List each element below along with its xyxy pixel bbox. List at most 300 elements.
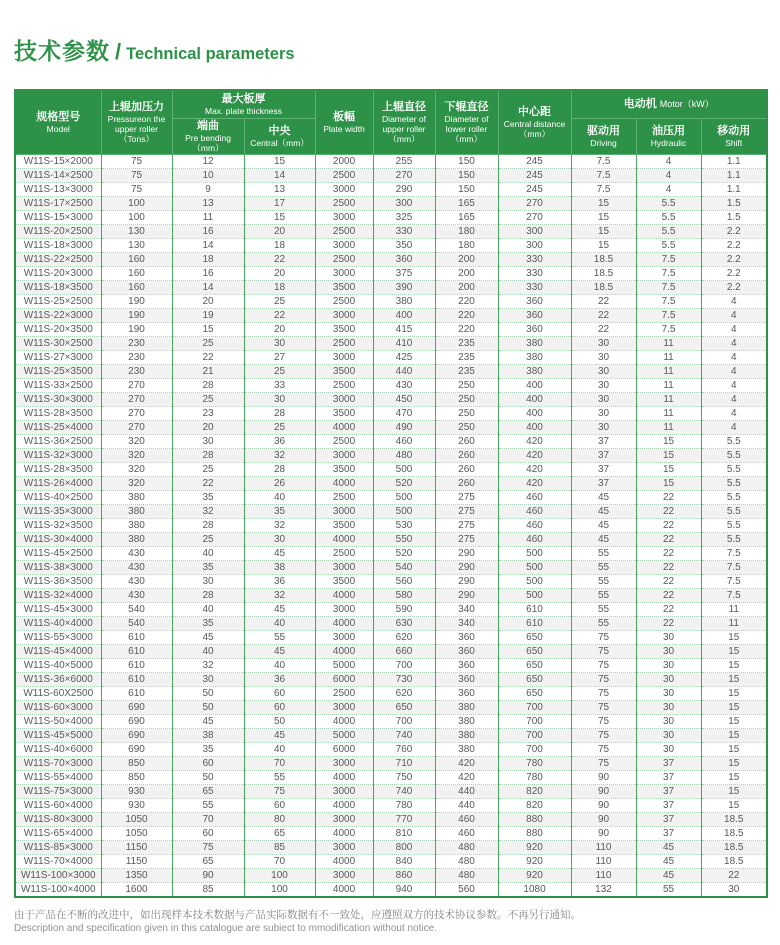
cell-central-distance: 400 (498, 378, 571, 392)
cell-upper-roller-diameter: 500 (373, 462, 435, 476)
cell-upper-roller-diameter: 740 (373, 784, 435, 798)
cell-pressure-tons: 850 (101, 770, 172, 784)
cell-central-mm: 18 (244, 238, 315, 252)
cell-pre-bending-mm: 60 (172, 826, 244, 840)
cell-lower-roller-diameter: 165 (435, 210, 498, 224)
cell-upper-roller-diameter: 750 (373, 770, 435, 784)
cell-upper-roller-diameter: 860 (373, 868, 435, 882)
cell-central-mm: 14 (244, 168, 315, 182)
cell-plate-width: 3000 (315, 700, 373, 714)
cell-pressure-tons: 690 (101, 728, 172, 742)
cell-motor-hydraulic: 22 (636, 518, 701, 532)
cell-pre-bending-mm: 70 (172, 812, 244, 826)
cell-central-distance: 270 (498, 196, 571, 210)
cell-pressure-tons: 100 (101, 196, 172, 210)
cell-plate-width: 3000 (315, 840, 373, 854)
cell-motor-shift: 7.5 (701, 574, 767, 588)
cell-plate-width: 3000 (315, 210, 373, 224)
cell-plate-width: 3000 (315, 350, 373, 364)
cell-central-distance: 820 (498, 798, 571, 812)
cell-model: W11S-25×4000 (15, 420, 101, 434)
cell-upper-roller-diameter: 325 (373, 210, 435, 224)
cell-motor-driving: 30 (571, 378, 636, 392)
cell-model: W11S-55×3000 (15, 630, 101, 644)
cell-motor-shift: 4 (701, 364, 767, 378)
technical-parameters-table (14, 89, 768, 898)
table-row (15, 392, 767, 406)
table-row (15, 364, 767, 378)
cell-pre-bending-mm: 25 (172, 532, 244, 546)
cell-motor-shift: 7.5 (701, 560, 767, 574)
cell-upper-roller-diameter: 255 (373, 154, 435, 168)
cell-pressure-tons: 320 (101, 476, 172, 490)
cell-motor-shift: 5.5 (701, 490, 767, 504)
cell-model: W11S-20×3500 (15, 322, 101, 336)
cell-model: W11S-15×3000 (15, 210, 101, 224)
cell-motor-driving: 18.5 (571, 280, 636, 294)
cell-motor-driving: 45 (571, 518, 636, 532)
cell-model: W11S-36×2500 (15, 434, 101, 448)
cell-motor-driving: 75 (571, 672, 636, 686)
table-row (15, 322, 767, 336)
cell-upper-roller-diameter: 375 (373, 266, 435, 280)
table-body (15, 154, 767, 897)
cell-central-mm: 30 (244, 336, 315, 350)
cell-motor-hydraulic: 22 (636, 560, 701, 574)
cell-lower-roller-diameter: 275 (435, 518, 498, 532)
cell-model: W11S-32×4000 (15, 588, 101, 602)
cell-central-mm: 25 (244, 294, 315, 308)
cell-model: W11S-40×2500 (15, 490, 101, 504)
cell-pre-bending-mm: 90 (172, 868, 244, 882)
cell-pre-bending-mm: 19 (172, 308, 244, 322)
cell-pre-bending-mm: 25 (172, 392, 244, 406)
cell-motor-driving: 15 (571, 224, 636, 238)
cell-motor-driving: 45 (571, 532, 636, 546)
cell-pre-bending-mm: 35 (172, 560, 244, 574)
cell-pre-bending-mm: 21 (172, 364, 244, 378)
cell-plate-width: 3500 (315, 364, 373, 378)
cell-motor-hydraulic: 30 (636, 658, 701, 672)
cell-upper-roller-diameter: 330 (373, 224, 435, 238)
cell-central-distance: 300 (498, 238, 571, 252)
cell-motor-shift: 4 (701, 350, 767, 364)
cell-motor-hydraulic: 30 (636, 672, 701, 686)
cell-model: W11S-45×2500 (15, 546, 101, 560)
cell-motor-hydraulic: 45 (636, 840, 701, 854)
cell-pressure-tons: 380 (101, 532, 172, 546)
cell-lower-roller-diameter: 360 (435, 672, 498, 686)
table-row (15, 182, 767, 196)
cell-central-mm: 18 (244, 280, 315, 294)
cell-lower-roller-diameter: 360 (435, 658, 498, 672)
cell-central-mm: 45 (244, 546, 315, 560)
cell-model: W11S-28×3500 (15, 406, 101, 420)
col-header-lower-roller-diameter: 下辊直径 Diameter of lower roller（mm） (435, 90, 498, 154)
cell-pressure-tons: 270 (101, 392, 172, 406)
table-row (15, 560, 767, 574)
cell-motor-shift: 4 (701, 406, 767, 420)
col-header-pressure: 上辊加压力 Pressureon the upper roller（Tons） (101, 90, 172, 154)
cell-plate-width: 3000 (315, 448, 373, 462)
cell-motor-hydraulic: 7.5 (636, 252, 701, 266)
cell-pre-bending-mm: 12 (172, 154, 244, 168)
page-title-en: Technical parameters (126, 45, 295, 63)
table-row (15, 168, 767, 182)
cell-pre-bending-mm: 15 (172, 322, 244, 336)
cell-motor-shift: 15 (701, 686, 767, 700)
cell-pre-bending-mm: 65 (172, 854, 244, 868)
cell-motor-hydraulic: 37 (636, 812, 701, 826)
col-header-central: 中央 Central（mm） (244, 118, 315, 154)
cell-model: W11S-22×3000 (15, 308, 101, 322)
cell-plate-width: 4000 (315, 616, 373, 630)
cell-central-distance: 500 (498, 546, 571, 560)
cell-pressure-tons: 1150 (101, 854, 172, 868)
cell-upper-roller-diameter: 620 (373, 686, 435, 700)
cell-upper-roller-diameter: 760 (373, 742, 435, 756)
cell-model: W11S-13×3000 (15, 182, 101, 196)
cell-motor-driving: 7.5 (571, 168, 636, 182)
cell-central-distance: 920 (498, 868, 571, 882)
cell-pressure-tons: 930 (101, 784, 172, 798)
cell-lower-roller-diameter: 150 (435, 154, 498, 168)
cell-plate-width: 3000 (315, 630, 373, 644)
cell-lower-roller-diameter: 380 (435, 700, 498, 714)
cell-pressure-tons: 380 (101, 504, 172, 518)
cell-pre-bending-mm: 30 (172, 672, 244, 686)
cell-model: W11S-18×3000 (15, 238, 101, 252)
table-row (15, 574, 767, 588)
cell-motor-hydraulic: 15 (636, 448, 701, 462)
cell-central-mm: 60 (244, 700, 315, 714)
cell-upper-roller-diameter: 550 (373, 532, 435, 546)
cell-motor-shift: 7.5 (701, 588, 767, 602)
cell-motor-driving: 55 (571, 588, 636, 602)
cell-model: W11S-60X2500 (15, 686, 101, 700)
cell-central-mm: 30 (244, 532, 315, 546)
cell-model: W11S-15×2000 (15, 154, 101, 168)
cell-motor-hydraulic: 4 (636, 182, 701, 196)
cell-motor-driving: 110 (571, 854, 636, 868)
cell-lower-roller-diameter: 460 (435, 812, 498, 826)
cell-upper-roller-diameter: 470 (373, 406, 435, 420)
cell-pre-bending-mm: 40 (172, 644, 244, 658)
cell-motor-driving: 22 (571, 294, 636, 308)
cell-motor-hydraulic: 11 (636, 378, 701, 392)
cell-motor-driving: 75 (571, 700, 636, 714)
cell-lower-roller-diameter: 360 (435, 630, 498, 644)
cell-pre-bending-mm: 60 (172, 756, 244, 770)
cell-motor-shift: 1.1 (701, 154, 767, 168)
cell-central-mm: 36 (244, 434, 315, 448)
cell-upper-roller-diameter: 400 (373, 308, 435, 322)
table-row (15, 420, 767, 434)
cell-plate-width: 3000 (315, 812, 373, 826)
cell-motor-hydraulic: 30 (636, 742, 701, 756)
cell-central-mm: 36 (244, 574, 315, 588)
cell-model: W11S-60×3000 (15, 700, 101, 714)
cell-upper-roller-diameter: 520 (373, 476, 435, 490)
cell-plate-width: 6000 (315, 742, 373, 756)
cell-pressure-tons: 610 (101, 658, 172, 672)
cell-motor-hydraulic: 37 (636, 770, 701, 784)
cell-pre-bending-mm: 18 (172, 252, 244, 266)
cell-pressure-tons: 380 (101, 518, 172, 532)
table-row (15, 826, 767, 840)
cell-plate-width: 3000 (315, 784, 373, 798)
cell-central-mm: 15 (244, 210, 315, 224)
cell-upper-roller-diameter: 425 (373, 350, 435, 364)
cell-model: W11S-60×4000 (15, 798, 101, 812)
cell-plate-width: 2500 (315, 686, 373, 700)
cell-pre-bending-mm: 85 (172, 882, 244, 897)
cell-motor-shift: 11 (701, 616, 767, 630)
cell-central-distance: 1080 (498, 882, 571, 897)
table-row (15, 840, 767, 854)
cell-motor-driving: 90 (571, 798, 636, 812)
cell-motor-shift: 5.5 (701, 434, 767, 448)
cell-motor-hydraulic: 4 (636, 168, 701, 182)
cell-motor-driving: 45 (571, 504, 636, 518)
cell-model: W11S-45×4000 (15, 644, 101, 658)
cell-lower-roller-diameter: 340 (435, 602, 498, 616)
cell-motor-shift: 15 (701, 630, 767, 644)
cell-pressure-tons: 690 (101, 700, 172, 714)
table-row (15, 854, 767, 868)
cell-central-distance: 400 (498, 420, 571, 434)
table-row (15, 798, 767, 812)
col-header-upper-roller-diameter: 上辊直径 Diameter of upper roller（mm） (373, 90, 435, 154)
cell-model: W11S-28×3500 (15, 462, 101, 476)
cell-motor-hydraulic: 22 (636, 588, 701, 602)
cell-central-distance: 650 (498, 630, 571, 644)
cell-motor-shift: 18.5 (701, 840, 767, 854)
cell-lower-roller-diameter: 420 (435, 756, 498, 770)
cell-motor-hydraulic: 37 (636, 784, 701, 798)
cell-central-mm: 33 (244, 378, 315, 392)
cell-model: W11S-50×4000 (15, 714, 101, 728)
cell-model: W11S-18×3500 (15, 280, 101, 294)
cell-lower-roller-diameter: 150 (435, 168, 498, 182)
cell-upper-roller-diameter: 560 (373, 574, 435, 588)
cell-motor-driving: 7.5 (571, 154, 636, 168)
cell-motor-hydraulic: 11 (636, 392, 701, 406)
table-row (15, 532, 767, 546)
cell-lower-roller-diameter: 290 (435, 574, 498, 588)
cell-pressure-tons: 230 (101, 364, 172, 378)
cell-motor-hydraulic: 5.5 (636, 224, 701, 238)
cell-model: W11S-80×3000 (15, 812, 101, 826)
cell-pre-bending-mm: 30 (172, 574, 244, 588)
cell-central-distance: 460 (498, 504, 571, 518)
cell-lower-roller-diameter: 235 (435, 350, 498, 364)
cell-upper-roller-diameter: 940 (373, 882, 435, 897)
cell-central-distance: 920 (498, 840, 571, 854)
cell-motor-hydraulic: 5.5 (636, 196, 701, 210)
table-row (15, 266, 767, 280)
cell-central-distance: 650 (498, 644, 571, 658)
table-row (15, 252, 767, 266)
cell-pressure-tons: 1050 (101, 826, 172, 840)
cell-upper-roller-diameter: 700 (373, 658, 435, 672)
cell-motor-driving: 110 (571, 868, 636, 882)
cell-motor-hydraulic: 22 (636, 602, 701, 616)
cell-motor-driving: 75 (571, 630, 636, 644)
table-row (15, 672, 767, 686)
cell-central-mm: 32 (244, 588, 315, 602)
cell-plate-width: 6000 (315, 672, 373, 686)
cell-motor-driving: 75 (571, 756, 636, 770)
cell-pressure-tons: 540 (101, 602, 172, 616)
cell-motor-driving: 15 (571, 210, 636, 224)
cell-plate-width: 4000 (315, 588, 373, 602)
cell-motor-driving: 132 (571, 882, 636, 897)
cell-central-distance: 780 (498, 770, 571, 784)
table-row (15, 658, 767, 672)
cell-upper-roller-diameter: 460 (373, 434, 435, 448)
cell-motor-shift: 30 (701, 882, 767, 897)
cell-motor-hydraulic: 5.5 (636, 210, 701, 224)
cell-upper-roller-diameter: 580 (373, 588, 435, 602)
cell-pre-bending-mm: 45 (172, 714, 244, 728)
cell-central-mm: 55 (244, 630, 315, 644)
cell-model: W11S-27×3000 (15, 350, 101, 364)
cell-lower-roller-diameter: 200 (435, 252, 498, 266)
cell-motor-driving: 45 (571, 490, 636, 504)
col-header-plate-width: 板幅 Plate width (315, 90, 373, 154)
cell-lower-roller-diameter: 480 (435, 840, 498, 854)
cell-upper-roller-diameter: 590 (373, 602, 435, 616)
cell-plate-width: 2500 (315, 168, 373, 182)
cell-pre-bending-mm: 25 (172, 336, 244, 350)
cell-motor-driving: 55 (571, 616, 636, 630)
cell-model: W11S-38×3000 (15, 560, 101, 574)
cell-lower-roller-diameter: 235 (435, 336, 498, 350)
cell-pressure-tons: 430 (101, 588, 172, 602)
cell-motor-driving: 55 (571, 574, 636, 588)
table-row (15, 210, 767, 224)
cell-lower-roller-diameter: 180 (435, 224, 498, 238)
cell-central-mm: 85 (244, 840, 315, 854)
table-row (15, 280, 767, 294)
cell-model: W11S-32×3500 (15, 518, 101, 532)
col-header-max-plate-thickness: 最大板厚 Max. plate thickness (172, 90, 315, 118)
cell-plate-width: 3500 (315, 574, 373, 588)
cell-upper-roller-diameter: 490 (373, 420, 435, 434)
table-row (15, 462, 767, 476)
cell-central-mm: 35 (244, 504, 315, 518)
cell-pre-bending-mm: 38 (172, 728, 244, 742)
table-row (15, 714, 767, 728)
cell-central-distance: 700 (498, 742, 571, 756)
table-row (15, 336, 767, 350)
table-row (15, 154, 767, 168)
cell-motor-driving: 90 (571, 770, 636, 784)
cell-model: W11S-36×3500 (15, 574, 101, 588)
table-row (15, 490, 767, 504)
cell-central-distance: 420 (498, 434, 571, 448)
cell-upper-roller-diameter: 300 (373, 196, 435, 210)
cell-pressure-tons: 160 (101, 266, 172, 280)
cell-motor-shift: 5.5 (701, 448, 767, 462)
cell-upper-roller-diameter: 800 (373, 840, 435, 854)
cell-upper-roller-diameter: 415 (373, 322, 435, 336)
cell-plate-width: 3000 (315, 266, 373, 280)
table-row (15, 406, 767, 420)
cell-lower-roller-diameter: 165 (435, 196, 498, 210)
cell-pressure-tons: 75 (101, 182, 172, 196)
col-header-pre-bending: 端曲 Pre bending（mm） (172, 118, 244, 154)
cell-model: W11S-25×2500 (15, 294, 101, 308)
cell-motor-driving: 30 (571, 420, 636, 434)
cell-central-mm: 40 (244, 616, 315, 630)
cell-motor-hydraulic: 15 (636, 434, 701, 448)
cell-motor-shift: 15 (701, 672, 767, 686)
cell-lower-roller-diameter: 360 (435, 686, 498, 700)
cell-lower-roller-diameter: 560 (435, 882, 498, 897)
cell-pressure-tons: 190 (101, 308, 172, 322)
cell-pre-bending-mm: 22 (172, 350, 244, 364)
cell-pressure-tons: 75 (101, 154, 172, 168)
cell-central-mm: 36 (244, 672, 315, 686)
cell-lower-roller-diameter: 235 (435, 364, 498, 378)
cell-central-mm: 80 (244, 812, 315, 826)
cell-model: W11S-20×2500 (15, 224, 101, 238)
cell-motor-hydraulic: 11 (636, 420, 701, 434)
cell-lower-roller-diameter: 420 (435, 770, 498, 784)
cell-central-mm: 38 (244, 560, 315, 574)
cell-model: W11S-30×4000 (15, 532, 101, 546)
cell-pre-bending-mm: 50 (172, 686, 244, 700)
cell-central-mm: 28 (244, 406, 315, 420)
cell-motor-hydraulic: 11 (636, 364, 701, 378)
table-row (15, 238, 767, 252)
cell-central-mm: 28 (244, 462, 315, 476)
cell-model: W11S-32×3000 (15, 448, 101, 462)
cell-central-mm: 30 (244, 392, 315, 406)
cell-motor-hydraulic: 11 (636, 350, 701, 364)
table-row (15, 448, 767, 462)
cell-pre-bending-mm: 28 (172, 588, 244, 602)
cell-lower-roller-diameter: 480 (435, 854, 498, 868)
cell-motor-hydraulic: 37 (636, 798, 701, 812)
table-row (15, 756, 767, 770)
cell-motor-shift: 15 (701, 742, 767, 756)
cell-plate-width: 3000 (315, 182, 373, 196)
cell-motor-driving: 90 (571, 784, 636, 798)
cell-motor-driving: 15 (571, 238, 636, 252)
cell-motor-driving: 18.5 (571, 252, 636, 266)
cell-motor-driving: 90 (571, 826, 636, 840)
cell-pre-bending-mm: 45 (172, 630, 244, 644)
cell-central-mm: 60 (244, 798, 315, 812)
cell-central-mm: 100 (244, 882, 315, 897)
cell-upper-roller-diameter: 380 (373, 294, 435, 308)
cell-motor-shift: 1.5 (701, 210, 767, 224)
table-header (15, 90, 767, 154)
cell-plate-width: 4000 (315, 714, 373, 728)
cell-model: W11S-20×3000 (15, 266, 101, 280)
table-row (15, 476, 767, 490)
cell-motor-driving: 22 (571, 322, 636, 336)
cell-central-distance: 245 (498, 154, 571, 168)
page-title-zh: 技术参数 (14, 38, 110, 64)
cell-plate-width: 3000 (315, 392, 373, 406)
cell-plate-width: 4000 (315, 644, 373, 658)
cell-pressure-tons: 690 (101, 714, 172, 728)
table-row (15, 882, 767, 897)
